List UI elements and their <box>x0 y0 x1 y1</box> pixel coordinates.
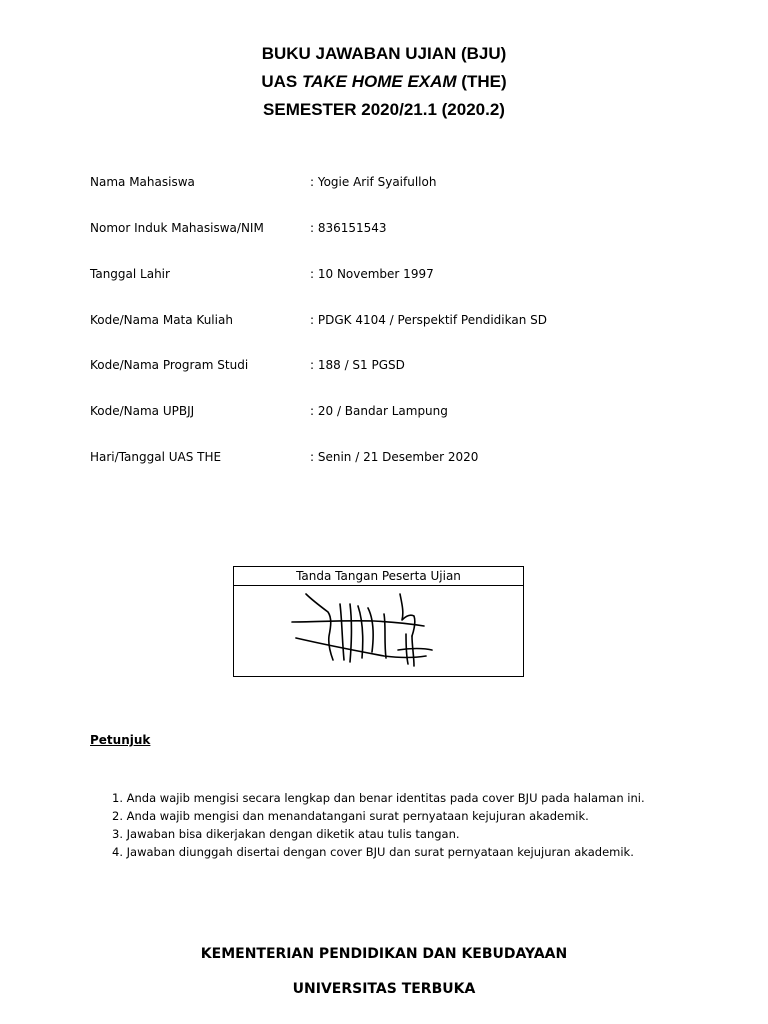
instruction-item: 3. Jawaban bisa dikerjakan dengan diketik atau tulis tangan. <box>112 827 460 841</box>
identity-label: Hari/Tanggal UAS THE <box>90 450 222 464</box>
identity-value: : PDGK 4104 / Perspektif Pendidikan SD <box>310 313 547 327</box>
instructions-list <box>112 789 645 861</box>
identity-row-nim <box>90 218 730 238</box>
identity-row-program <box>90 355 730 375</box>
footer-university: UNIVERSITAS TERBUKA <box>292 981 476 997</box>
identity-value: : 20 / Bandar Lampung <box>310 404 448 418</box>
identity-value: : 836151543 <box>310 221 387 235</box>
title-line-2 <box>0 68 768 96</box>
identity-row-upbjj <box>90 401 730 421</box>
identity-row-exam-date <box>90 447 730 467</box>
instruction-item: 4. Jawaban diunggah disertai dengan cover BJU dan surat pernyataan kejujuran akademik. <box>112 845 634 859</box>
instructions-title: Petunjuk <box>90 733 151 747</box>
identity-label: Kode/Nama Mata Kuliah <box>90 313 233 327</box>
signature-box <box>233 566 524 677</box>
signature-drawing <box>234 586 523 676</box>
identity-label: Kode/Nama UPBJJ <box>90 404 195 418</box>
title-line-2-prefix: UAS <box>261 72 302 91</box>
signature-header: Tanda Tangan Peserta Ujian <box>234 567 523 586</box>
identity-row-birthdate <box>90 264 730 284</box>
identity-row-name <box>90 172 730 192</box>
identity-value: : Senin / 21 Desember 2020 <box>310 450 479 464</box>
title-line-1: BUKU JAWABAN UJIAN (BJU) <box>261 44 507 63</box>
identity-label: Kode/Nama Program Studi <box>90 358 249 372</box>
instruction-item: 1. Anda wajib mengisi secara lengkap dan benar identitas pada cover BJU pada halaman ini. <box>112 791 645 805</box>
document-title <box>0 40 768 124</box>
instruction-item: 2. Anda wajib mengisi dan menandatangani surat pernyataan kejujuran akademik. <box>112 809 589 823</box>
footer-ministry: KEMENTERIAN PENDIDIKAN DAN KEBUDAYAAN <box>200 946 568 962</box>
identity-value: : 10 November 1997 <box>310 267 434 281</box>
title-line-2-italic: TAKE HOME EXAM <box>302 72 457 91</box>
identity-row-course <box>90 310 730 330</box>
title-line-2-suffix: (THE) <box>456 72 507 91</box>
identity-label: Nomor Induk Mahasiswa/NIM <box>90 221 264 235</box>
identity-value: : 188 / S1 PGSD <box>310 358 405 372</box>
title-line-3: SEMESTER 2020/21.1 (2020.2) <box>263 100 505 119</box>
identity-label: Nama Mahasiswa <box>90 175 195 189</box>
identity-value: : Yogie Arif Syaifulloh <box>310 175 437 189</box>
identity-label: Tanggal Lahir <box>90 267 170 281</box>
